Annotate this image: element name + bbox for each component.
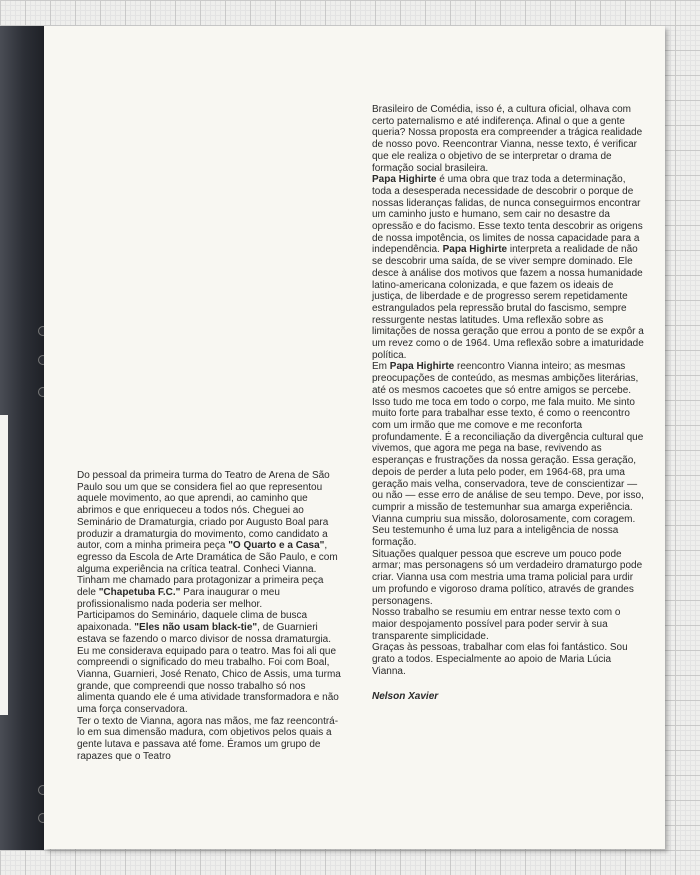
paragraph: Situações qualquer pessoa que escreve um pouco pode armar; mas personagens só um verdadeiro dramaturgo pode criar. Vianna usa com mestria uma trama policial para urdir um profundo e vigoroso drama político, através de grandes personagens.	[372, 548, 643, 607]
emphasis-text: Papa Highirte	[372, 174, 437, 186]
right-text-column	[372, 104, 644, 703]
paragraph: Em Papa Highirte reencontro Vianna inteiro; as mesmas preocupações de conteúdo, as mesmas ambições literárias, até os mesmos cacoetes que só entre amigos se percebe. Isso tudo me toca em todo o corpo, me fala muito. Me sinto muito forte para trabalhar esse texto, é como o reencontro com um irmão que me comove e me reconforta profundamente. É a reconciliação da divergência cultural que vivemos, que agora me pega na base, revivendo as esperanças e frustrações da nossa geração. Essa geração, depois de perder a luta pelo poder, em 1964-68, pra uma geração mais velha, conservadora, teve de conscientizar — ou não — esse erro de análise de seu tempo. Deve, por isso, cumprir a missão de testemunhar sua amarga experiência. Vianna cumpriu sua missão, dolorosamente, com coragem. Seu testemunho é uma luz para a inteligência de nossa formação.	[372, 361, 644, 549]
paragraph: Participamos do Seminário, daquele clima de busca apaixonada. "Eles não usam black-tie", de Guarnieri estava se fazendo o marco divisor de nossa dramaturgia. Eu me considerava equipado para o teatro. Mas foi ali que compreendi o significado do meu trabalho. Foi com Boal, Vianna, Guarnieri, José Renato, Chico de Assis, uma turma grande, que compreendi que nosso trabalho só nos alimenta quando ele é uma atividade transformadora e não uma força conservadora.	[77, 610, 341, 716]
emphasis-text: Papa Highirte	[442, 244, 508, 256]
emphasis-text: "Eles não usam black-tie"	[134, 622, 258, 634]
paragraph: Papa Highirte é uma obra que traz toda a determinação, toda a desesperada necessidade de descobrir o porque de nossas lideranças falidas, de nunca conseguirmos encontrar um caminho justo e humano, sem cair no desastre da opressão e do facismo. Esse texto tenta descobrir as origens de nossa impotência, os limites de nossa capacidade para a independência. Papa Highirte interpreta a realidade de não se descobrir uma saída, de se viver sempre dominado. Ele desce à análise dos motivos que fazem a nossa humanidade latino-americana colonizada, e que fazem os ideais de justiça, de liberdade e de progresso serem repetidamente estrangulados pela repressão brutal do fascismo, sempre ressurgente nestas latitudes. Uma reflexão sobre as limitações de nossa geração que errou a ponto de se expôr a um revez como o de 1964. Uma reflexão sobre a imaturidade política.	[372, 174, 644, 361]
binder-gap	[0, 415, 8, 715]
emphasis-text: "Chapetuba F.C."	[98, 587, 181, 599]
right-column-body	[372, 104, 644, 677]
paragraph: Ter o texto de Vianna, agora nas mãos, me faz reencontrá-lo em sua dimensão madura, com objetivos pelos quais a gente lutava e passava até fome. Éramos um grupo de rapazes que o Teatro	[77, 715, 339, 762]
paragraph: Graças às pessoas, trabalhar com elas foi fantástico. Sou grato a todos. Especialmente ao apoio de Maria Lúcia Vianna.	[372, 642, 628, 677]
emphasis-text: "O Quarto e a Casa"	[228, 540, 325, 552]
paragraph: Nosso trabalho se resumiu em entrar nesse texto com o maior despojamento possível para poder servir à sua transparente simplicidade.	[372, 607, 621, 642]
emphasis-text: Papa Highirte	[389, 361, 455, 373]
paragraph: Do pessoal da primeira turma do Teatro de Arena de São Paulo sou um que se considera fiel ao que representou aquele movimento, ao que aprendi, ao caminho que abrimos e que enriqueceu a todos nós. Cheguei ao Seminário de Dramaturgia, criado por Augusto Boal para produzir a dramaturgia do movimento, como candidato a autor, com a minha primeira peça "O Quarto e a Casa", egresso da Escola de Arte Dramática de São Paulo, e com alguma experiência na crítica teatral. Conheci Vianna. Tinham me chamado para protagonizar a primeira peça dele "Chapetuba F.C." Para inaugurar o meu profissionalismo nada poderia ser melhor.	[77, 470, 338, 610]
signature: Nelson Xavier	[372, 691, 439, 703]
document-page	[44, 26, 665, 849]
paragraph: Brasileiro de Comédia, isso é, a cultura oficial, olhava com certo paternalismo e até indiferença. Afinal o que a gente queria? Nossa proposta era compreender a trágica realidade de nosso povo. Reencontrar Vianna, nesse texto, é verificar que ele realiza o objetivo de se interpretar o drama de formação social brasileira.	[372, 104, 643, 174]
left-text-column	[77, 470, 344, 763]
